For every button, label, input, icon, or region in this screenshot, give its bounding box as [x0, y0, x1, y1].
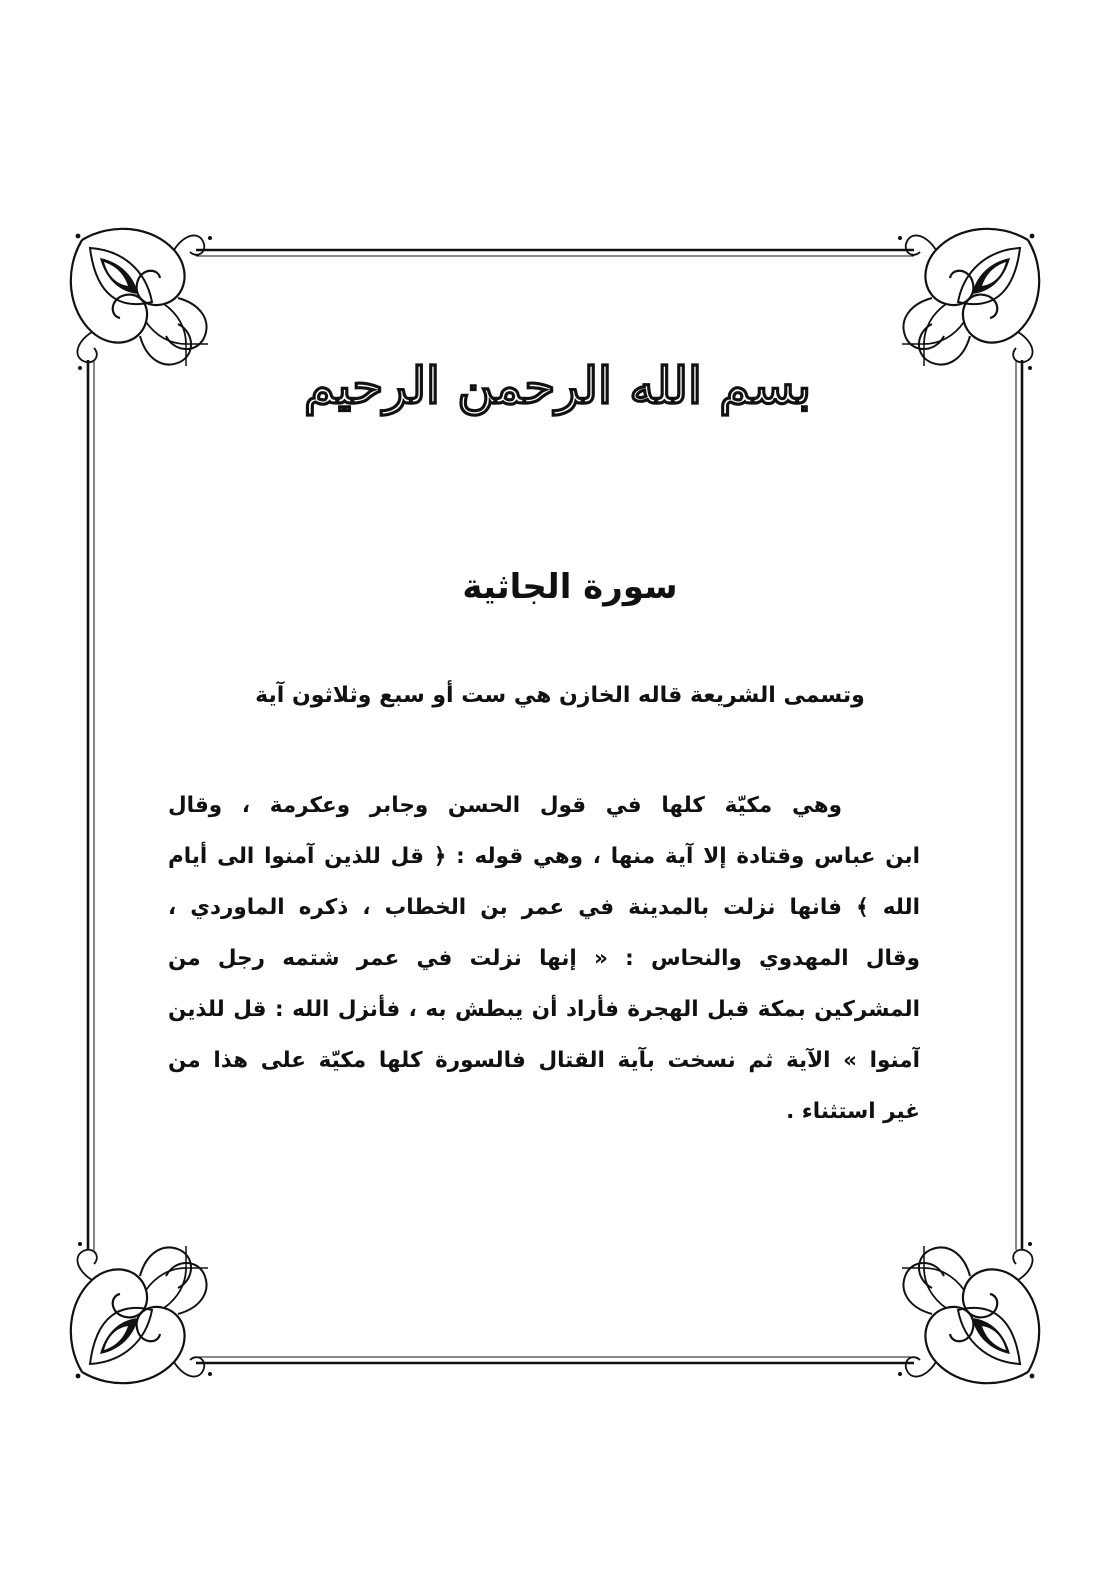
body-line: ابن عباس وقتادة إلا آية منها ، وهي قوله : ﴿ قل للذين آمنوا الى أيام	[168, 844, 920, 869]
body-line: المشركين بمكة قبل الهجرة فأراد أن يبطش به ، فأنزل الله : قل للذين	[168, 997, 920, 1022]
surah-subtitle: وتسمى الشريعة قاله الخازن هي ست أو سبع وثلاثون آية	[255, 683, 865, 708]
corner-ornament-bottom-right-icon	[898, 1242, 1039, 1383]
body-line: الله ﴾ فانها نزلت بالمدينة في عمر بن الخطاب ، ذكره الماوردي ،	[168, 895, 920, 920]
surah-title: سورة الجاثية	[462, 567, 678, 607]
body-line: آمنوا » الآية ثم نسخت بآية القتال فالسورة كلها مكيّة على هذا من	[168, 1048, 920, 1073]
basmala-calligraphy: بسم الله الرحمن الرحيم	[303, 355, 812, 415]
corner-ornament-top-left-icon	[71, 229, 212, 370]
body-line: وقال المهدوي والنحاس : « إنها نزلت في عمر شتمه رجل من	[168, 946, 920, 971]
body-paragraph	[168, 780, 920, 1137]
corner-ornament-bottom-left-icon	[71, 1242, 212, 1383]
corner-ornament-top-right-icon	[898, 229, 1039, 370]
body-line: غير استثناء .	[786, 1099, 920, 1124]
body-line: وهي مكيّة كلها في قول الحسن وجابر وعكرمة ، وقال	[168, 793, 842, 818]
